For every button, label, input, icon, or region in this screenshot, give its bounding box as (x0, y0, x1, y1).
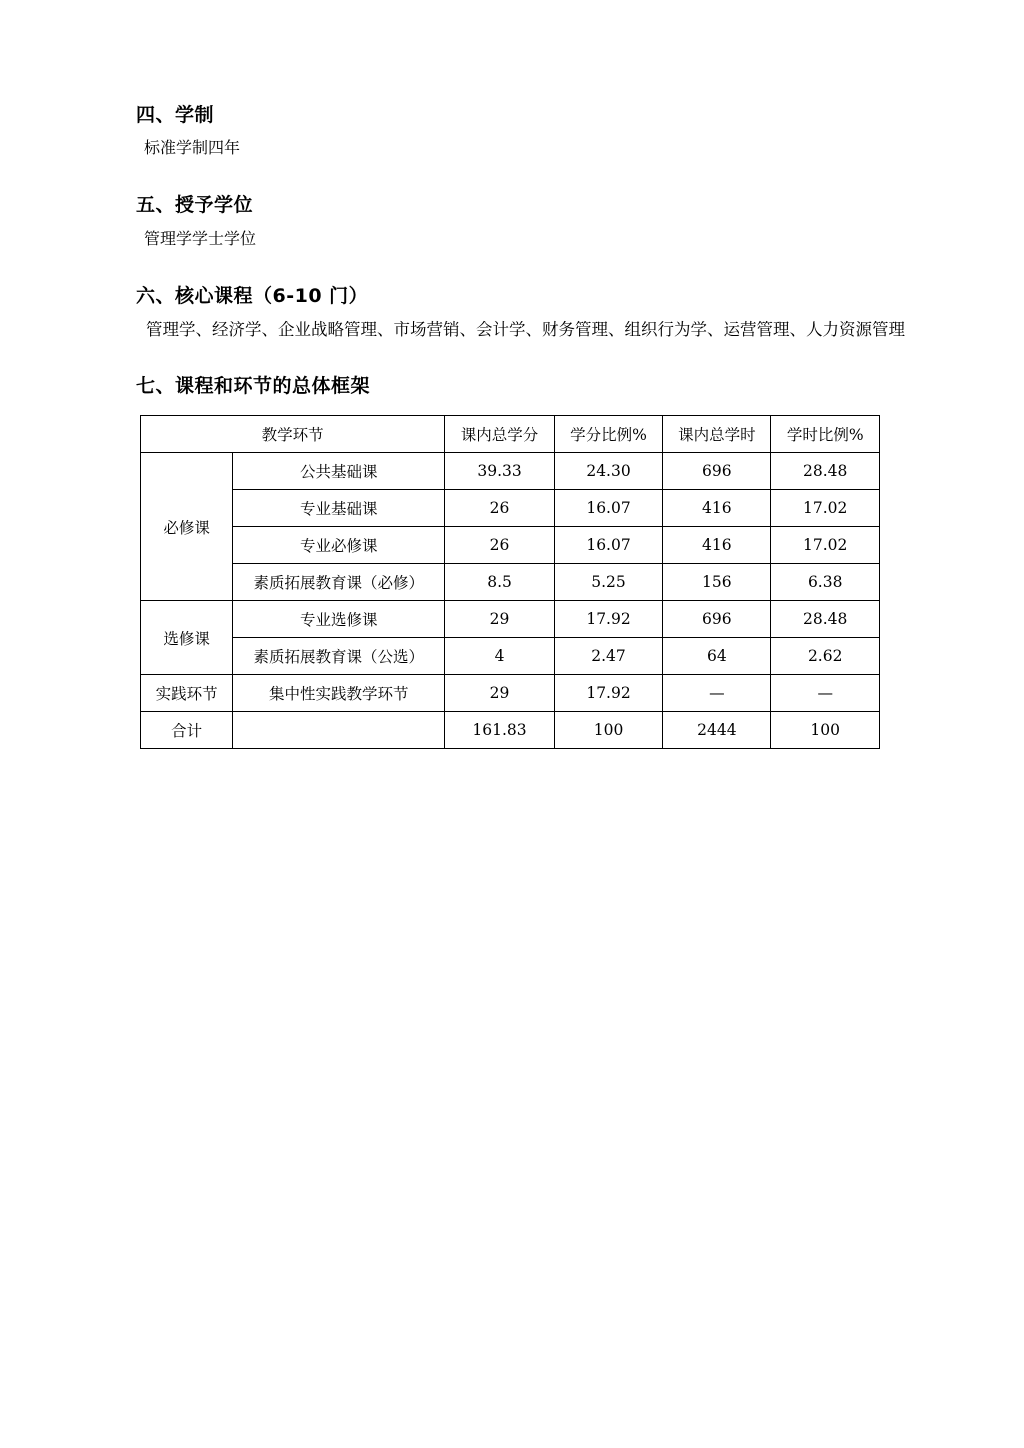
total-hour-ratio: 100 (771, 712, 880, 749)
row-hours: 416 (663, 490, 771, 527)
row-hour-ratio: 28.48 (771, 453, 880, 490)
row-hours: 696 (663, 453, 771, 490)
total-credits: 161.83 (445, 712, 554, 749)
row-credits: 26 (445, 527, 554, 564)
course-framework-table (140, 415, 880, 749)
section-heading-5: 五、授予学位 (136, 194, 254, 217)
row-credit-ratio: 2.47 (554, 638, 663, 675)
section-heading-6: 六、核心课程（6-10 门） (136, 284, 369, 307)
table-row (141, 527, 880, 564)
table-row (141, 601, 880, 638)
section-body-6: 管理学、经济学、企业战略管理、市场营销、会计学、财务管理、组织行为学、运营管理、人力资源管理 (146, 320, 905, 340)
row-hour-ratio: 2.62 (771, 638, 880, 675)
total-blank (233, 712, 445, 749)
table-row (141, 638, 880, 675)
row-label: 专业必修课 (233, 527, 445, 564)
row-credits: 29 (445, 601, 554, 638)
table-row (141, 675, 880, 712)
total-credit-ratio: 100 (554, 712, 663, 749)
spacer (96, 176, 928, 190)
row-hours: 696 (663, 601, 771, 638)
row-label: 专业选修课 (233, 601, 445, 638)
row-hour-ratio: 17.02 (771, 527, 880, 564)
row-credit-ratio: 16.07 (554, 527, 663, 564)
row-label: 集中性实践教学环节 (233, 675, 445, 712)
row-label: 公共基础课 (233, 453, 445, 490)
spacer (96, 351, 928, 371)
section-heading-7: 七、课程和环节的总体框架 (136, 374, 371, 397)
table-row (141, 564, 880, 601)
row-hours: — (663, 675, 771, 712)
row-hour-ratio: 28.48 (771, 601, 880, 638)
section-heading-4: 四、学制 (136, 104, 215, 126)
total-hours: 2444 (663, 712, 771, 749)
row-hour-ratio: — (771, 675, 880, 712)
row-credit-ratio: 24.30 (554, 453, 663, 490)
table-total-row (141, 712, 880, 749)
row-hour-ratio: 6.38 (771, 564, 880, 601)
row-credit-ratio: 17.92 (554, 601, 663, 638)
total-label: 合计 (141, 712, 233, 749)
row-credits: 8.5 (445, 564, 554, 601)
row-label: 素质拓展教育课（必修） (233, 564, 445, 601)
group-label-practice: 实践环节 (141, 675, 233, 712)
row-hours: 156 (663, 564, 771, 601)
row-credits: 39.33 (445, 453, 554, 490)
group-label-elective: 选修课 (141, 601, 233, 675)
row-credits: 4 (445, 638, 554, 675)
header-hour-ratio: 学时比例% (771, 416, 880, 453)
header-hours: 课内总学时 (663, 416, 771, 453)
row-label: 专业基础课 (233, 490, 445, 527)
group-label-required: 必修课 (141, 453, 233, 601)
row-credit-ratio: 17.92 (554, 675, 663, 712)
row-hours: 64 (663, 638, 771, 675)
table-row (141, 490, 880, 527)
table-header-row (141, 416, 880, 453)
row-credits: 26 (445, 490, 554, 527)
row-credit-ratio: 16.07 (554, 490, 663, 527)
spacer (96, 267, 928, 281)
section-body-4: 标准学制四年 (144, 138, 241, 158)
row-hours: 416 (663, 527, 771, 564)
header-credits: 课内总学分 (445, 416, 554, 453)
row-credits: 29 (445, 675, 554, 712)
row-hour-ratio: 17.02 (771, 490, 880, 527)
row-credit-ratio: 5.25 (554, 564, 663, 601)
header-credit-ratio: 学分比例% (554, 416, 663, 453)
table-row (141, 453, 880, 490)
section-body-5: 管理学学士学位 (144, 228, 257, 248)
row-label: 素质拓展教育课（公选） (233, 638, 445, 675)
header-category: 教学环节 (141, 416, 445, 453)
